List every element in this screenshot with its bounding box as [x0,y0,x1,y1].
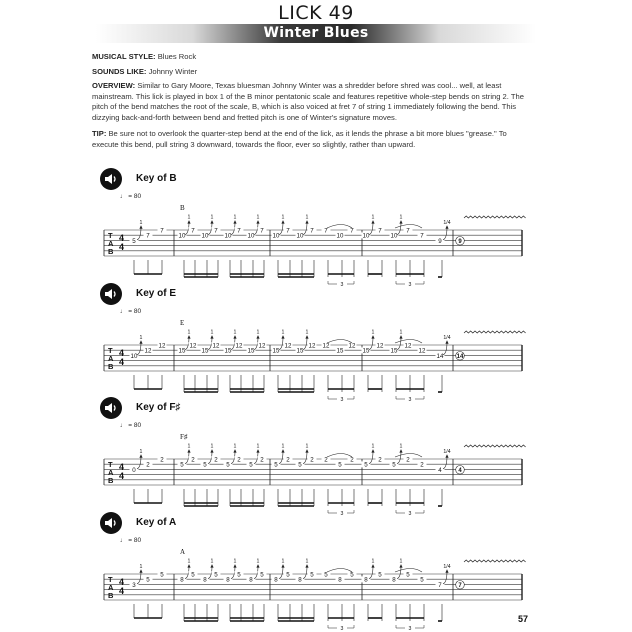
bend-amount: 1 [399,214,403,221]
bend-amount: 1 [371,214,375,221]
fret-number: 15 [247,347,255,355]
fret-number: 15 [362,347,370,355]
bend-arrowhead [139,569,142,573]
tab-clef-letter: A [108,239,114,248]
tab-clef-letter: T [108,231,113,240]
fret-number: 5 [310,571,314,579]
bend-arrowhead [371,335,374,339]
fret-number: 10 [201,232,209,240]
tab-example [100,512,530,630]
fret-number: 12 [258,342,266,350]
fret-number: 5 [146,576,150,584]
fret-number: 10 [247,232,255,240]
tab-clef-letter: T [108,346,113,355]
sounds-like-value: Johnny Winter [148,67,198,76]
bend-amount: 1 [281,443,285,450]
bend-amount: 1 [281,558,285,565]
key-label: Key of B [136,173,177,184]
tempo-marking: ♩ = 80 [120,422,142,429]
fret-number: 5 [226,461,230,469]
bend-amount: 1/4 [443,448,451,455]
bend-amount: 1 [371,443,375,450]
triplet-marker: 3 [408,397,412,401]
time-signature-digit: 4 [119,348,125,358]
bend-arrowhead [399,449,402,453]
final-fret-number: 9 [458,238,462,245]
fret-number: 2 [260,456,264,464]
fret-number: 5 [406,571,410,579]
lick-name-banner [96,24,536,43]
bend-amount: 1 [233,443,237,450]
fret-number: 5 [274,461,278,469]
fret-number: 15 [296,347,304,355]
bend-amount: 1/4 [443,563,451,570]
sounds-like-line [92,67,530,78]
bend-arrowhead [187,564,190,568]
bend-arrowhead [445,569,448,573]
fret-number: 10 [178,232,186,240]
fret-number: 7 [378,227,382,235]
time-signature-digit: 4 [119,586,125,596]
fret-number: 5 [160,571,164,579]
bend-amount: 1/4 [443,334,451,341]
bend-amount: 1 [399,443,403,450]
time-signature-digit: 4 [119,577,125,587]
fret-number: 2 [406,456,410,464]
fret-number: 8 [249,576,253,584]
fret-number: 8 [203,576,207,584]
fret-number: 2 [420,461,424,469]
bend-amount: 1 [233,558,237,565]
fret-number: 2 [237,456,241,464]
fret-number: 12 [322,342,330,350]
fret-number: 12 [235,342,243,350]
bend-arrowhead [256,335,259,339]
fret-number: 10 [272,232,280,240]
fret-number: 2 [378,456,382,464]
audio-speaker-icon[interactable] [100,168,122,190]
bend-arrowhead [399,335,402,339]
tab-clef-letter: B [108,591,114,600]
bend-amount: 1 [233,329,237,336]
fret-number: 15 [224,347,232,355]
fret-number: 0 [132,466,136,474]
time-signature-digit: 4 [119,357,125,367]
bend-amount: 1 [305,329,309,336]
triplet-marker: 3 [340,397,344,401]
time-signature-digit: 4 [119,242,125,252]
overview-paragraph [92,81,530,123]
bend-arrowhead [139,225,142,229]
bend-amount: 1 [281,329,285,336]
bend-amount: 1 [187,329,191,336]
fret-number: 5 [237,571,241,579]
bend-arrowhead [305,564,308,568]
fret-number: 5 [214,571,218,579]
page-number: 57 [517,614,528,624]
bend-amount: 1 [187,214,191,221]
fret-number: 8 [298,576,302,584]
fret-number: 5 [378,571,382,579]
bend-amount: 1 [399,558,403,565]
tab-clef-letter: T [108,575,113,584]
bend-arrowhead [233,335,236,339]
fret-number: 7 [406,227,410,235]
tab-example [100,283,530,401]
fret-number: 10 [224,232,232,240]
fret-number: 8 [338,576,342,584]
bend-amount: 1/4 [443,219,451,226]
fret-number: 15 [178,347,186,355]
triplet-marker: 3 [340,511,344,515]
fret-number: 7 [146,232,150,240]
fret-number: 12 [404,342,412,350]
fret-number: 12 [284,342,292,350]
bend-arrowhead [305,449,308,453]
fret-number: 12 [158,342,166,350]
tip-text: Be sure not to overlook the quarter-step bend at the end of the lick, as it lends the phrase a bit more blues "grease." To execute this bend, pull string 3 downward, towards the floor, ever so slightly, rather than upward. [92,129,507,149]
triplet-marker: 3 [408,282,412,286]
fret-number: 10 [336,232,344,240]
chord-symbol: F♯ [180,433,188,441]
fret-number: 15 [390,347,398,355]
final-fret-number: 4 [458,467,462,474]
tab-staff [100,196,530,286]
fret-number: 10 [296,232,304,240]
fret-number: 7 [260,227,264,235]
bend-arrowhead [445,225,448,229]
audio-speaker-icon[interactable] [100,512,122,534]
fret-number: 5 [132,237,136,245]
time-signature-digit: 4 [119,471,125,481]
bend-arrowhead [187,220,190,224]
bend-amount: 1 [305,214,309,221]
bend-arrowhead [281,564,284,568]
fret-number: 5 [338,461,342,469]
fret-number: 5 [180,461,184,469]
bend-arrowhead [233,220,236,224]
fret-number: 8 [226,576,230,584]
bend-arrowhead [256,449,259,453]
fret-number: 12 [348,342,356,350]
tab-staff [100,425,530,515]
fret-number: 2 [160,456,164,464]
bend-arrowhead [371,564,374,568]
fret-number: 5 [364,461,368,469]
fret-number: 7 [160,227,164,235]
bend-arrowhead [233,449,236,453]
triplet-marker: 3 [340,282,344,286]
overview-label: OVERVIEW: [92,81,136,90]
bend-arrowhead [445,340,448,344]
bend-amount: 1 [256,329,260,336]
bend-amount: 1 [371,329,375,336]
fret-number: 12 [144,347,152,355]
fret-number: 10 [390,232,398,240]
fret-number: 5 [350,571,354,579]
key-label: Key of A [136,517,177,528]
fret-number: 5 [298,461,302,469]
fret-number: 9 [438,237,442,245]
bend-arrowhead [256,564,259,568]
tab-example [100,168,530,286]
time-signature-digit: 4 [119,233,125,243]
vibrato-line [464,560,526,562]
tab-example [100,397,530,515]
musical-style-label: MUSICAL STYLE: [92,52,156,61]
tab-clef-letter: A [108,583,114,592]
tip-paragraph [92,129,530,150]
bend-amount: 1 [139,219,143,226]
vibrato-line [464,445,526,447]
bend-amount: 1 [371,558,375,565]
fret-number: 10 [362,232,370,240]
fret-number: 12 [376,342,384,350]
fret-number: 5 [420,576,424,584]
fret-number: 15 [201,347,209,355]
fret-number: 5 [203,461,207,469]
fret-number: 5 [392,461,396,469]
fret-number: 4 [438,466,442,474]
tab-staff [100,540,530,630]
bend-arrowhead [233,564,236,568]
bend-amount: 1 [256,443,260,450]
fret-number: 8 [180,576,184,584]
bend-arrowhead [399,564,402,568]
bend-amount: 1 [187,558,191,565]
fret-number: 2 [350,456,354,464]
fret-number: 2 [191,456,195,464]
fret-number: 7 [286,227,290,235]
tempo-marking: ♩ = 80 [120,308,142,315]
bend-arrowhead [445,454,448,458]
bend-amount: 1 [305,558,309,565]
fret-number: 7 [350,227,354,235]
bend-amount: 1 [256,558,260,565]
tab-clef-letter: B [108,362,114,371]
bend-amount: 1 [256,214,260,221]
bend-arrowhead [281,335,284,339]
chord-symbol: B [180,204,185,212]
final-fret-number: 14 [456,353,464,360]
bend-amount: 1 [210,329,214,336]
triplet-marker: 3 [408,511,412,515]
fret-number: 10 [130,352,138,360]
bend-amount: 1 [233,214,237,221]
fret-number: 5 [249,461,253,469]
triplet-marker: 3 [408,626,412,630]
musical-style-line [92,52,530,63]
tempo-marking: ♩ = 80 [120,537,142,544]
bend-amount: 1 [139,334,143,341]
fret-number: 15 [336,347,344,355]
final-fret-number: 7 [458,582,462,589]
tab-clef-letter: T [108,460,113,469]
bend-amount: 1 [210,443,214,450]
fret-number: 15 [272,347,280,355]
tab-clef-letter: B [108,476,114,485]
bend-arrowhead [281,449,284,453]
fret-number: 3 [132,581,136,589]
bend-arrowhead [371,449,374,453]
tab-clef-letter: A [108,468,114,477]
tab-clef-letter: B [108,247,114,256]
bend-amount: 1 [305,443,309,450]
bend-amount: 1 [139,448,143,455]
fret-number: 2 [214,456,218,464]
bend-arrowhead [210,449,213,453]
bend-arrowhead [139,340,142,344]
triplet-marker: 3 [340,626,344,630]
fret-number: 5 [260,571,264,579]
fret-number: 7 [191,227,195,235]
fret-number: 7 [214,227,218,235]
key-label: Key of E [136,288,177,299]
tab-clef-letter: A [108,354,114,363]
tempo-marking: ♩ = 80 [120,193,142,200]
lick-title: LICK 49 [278,2,354,24]
vibrato-line [464,331,526,333]
tip-label: TIP: [92,129,107,138]
time-signature-digit: 4 [119,462,125,472]
fret-number: 12 [418,347,426,355]
fret-number: 12 [308,342,316,350]
sounds-like-label: SOUNDS LIKE: [92,67,147,76]
fret-number: 8 [274,576,278,584]
bend-arrowhead [187,449,190,453]
bend-arrowhead [371,220,374,224]
audio-speaker-icon[interactable] [100,397,122,419]
fret-number: 2 [286,456,290,464]
fret-number: 7 [420,232,424,240]
fret-number: 7 [237,227,241,235]
lick-name: Winter Blues [263,25,369,41]
bend-arrowhead [139,454,142,458]
fret-number: 5 [191,571,195,579]
fret-number: 7 [310,227,314,235]
bend-arrowhead [399,220,402,224]
bend-amount: 1 [139,563,143,570]
bend-arrowhead [256,220,259,224]
bend-arrowhead [210,335,213,339]
bend-amount: 1 [281,214,285,221]
overview-text: Similar to Gary Moore, Texas bluesman Johnny Winter was a shredder before shred was cool... well, at least mainstream. This lick is played in box 1 of the B minor pentatonic scale and features repetitive whole-step bends on string 2. The pitch of the bend matches the root of the scale, B, which is also voiced at fret 7 of string 1 immediately following the bend. This dizzying back-and-forth between bend and fretted pitch is one of Winter's signature moves. [92,81,524,122]
tab-staff [100,311,530,401]
audio-speaker-icon[interactable] [100,283,122,305]
fret-number: 14 [436,352,444,360]
bend-arrowhead [187,335,190,339]
fret-number: 8 [392,576,396,584]
bend-arrowhead [210,564,213,568]
fret-number: 2 [310,456,314,464]
bend-arrowhead [210,220,213,224]
chord-symbol: A [180,548,186,556]
key-label: Key of F♯ [136,402,181,413]
fret-number: 12 [189,342,197,350]
musical-style-value: Blues Rock [157,52,197,61]
fret-number: 8 [364,576,368,584]
vibrato-line [464,216,526,218]
fret-number: 2 [146,461,150,469]
bend-arrowhead [305,335,308,339]
fret-number: 2 [324,456,328,464]
fret-number: 7 [324,227,328,235]
bend-arrowhead [281,220,284,224]
bend-amount: 1 [187,443,191,450]
bend-amount: 1 [399,329,403,336]
chord-symbol: E [180,319,185,327]
fret-number: 7 [438,581,442,589]
fret-number: 5 [286,571,290,579]
fret-number: 12 [212,342,220,350]
bend-amount: 1 [210,558,214,565]
bend-arrowhead [305,220,308,224]
bend-amount: 1 [210,214,214,221]
fret-number: 5 [324,571,328,579]
